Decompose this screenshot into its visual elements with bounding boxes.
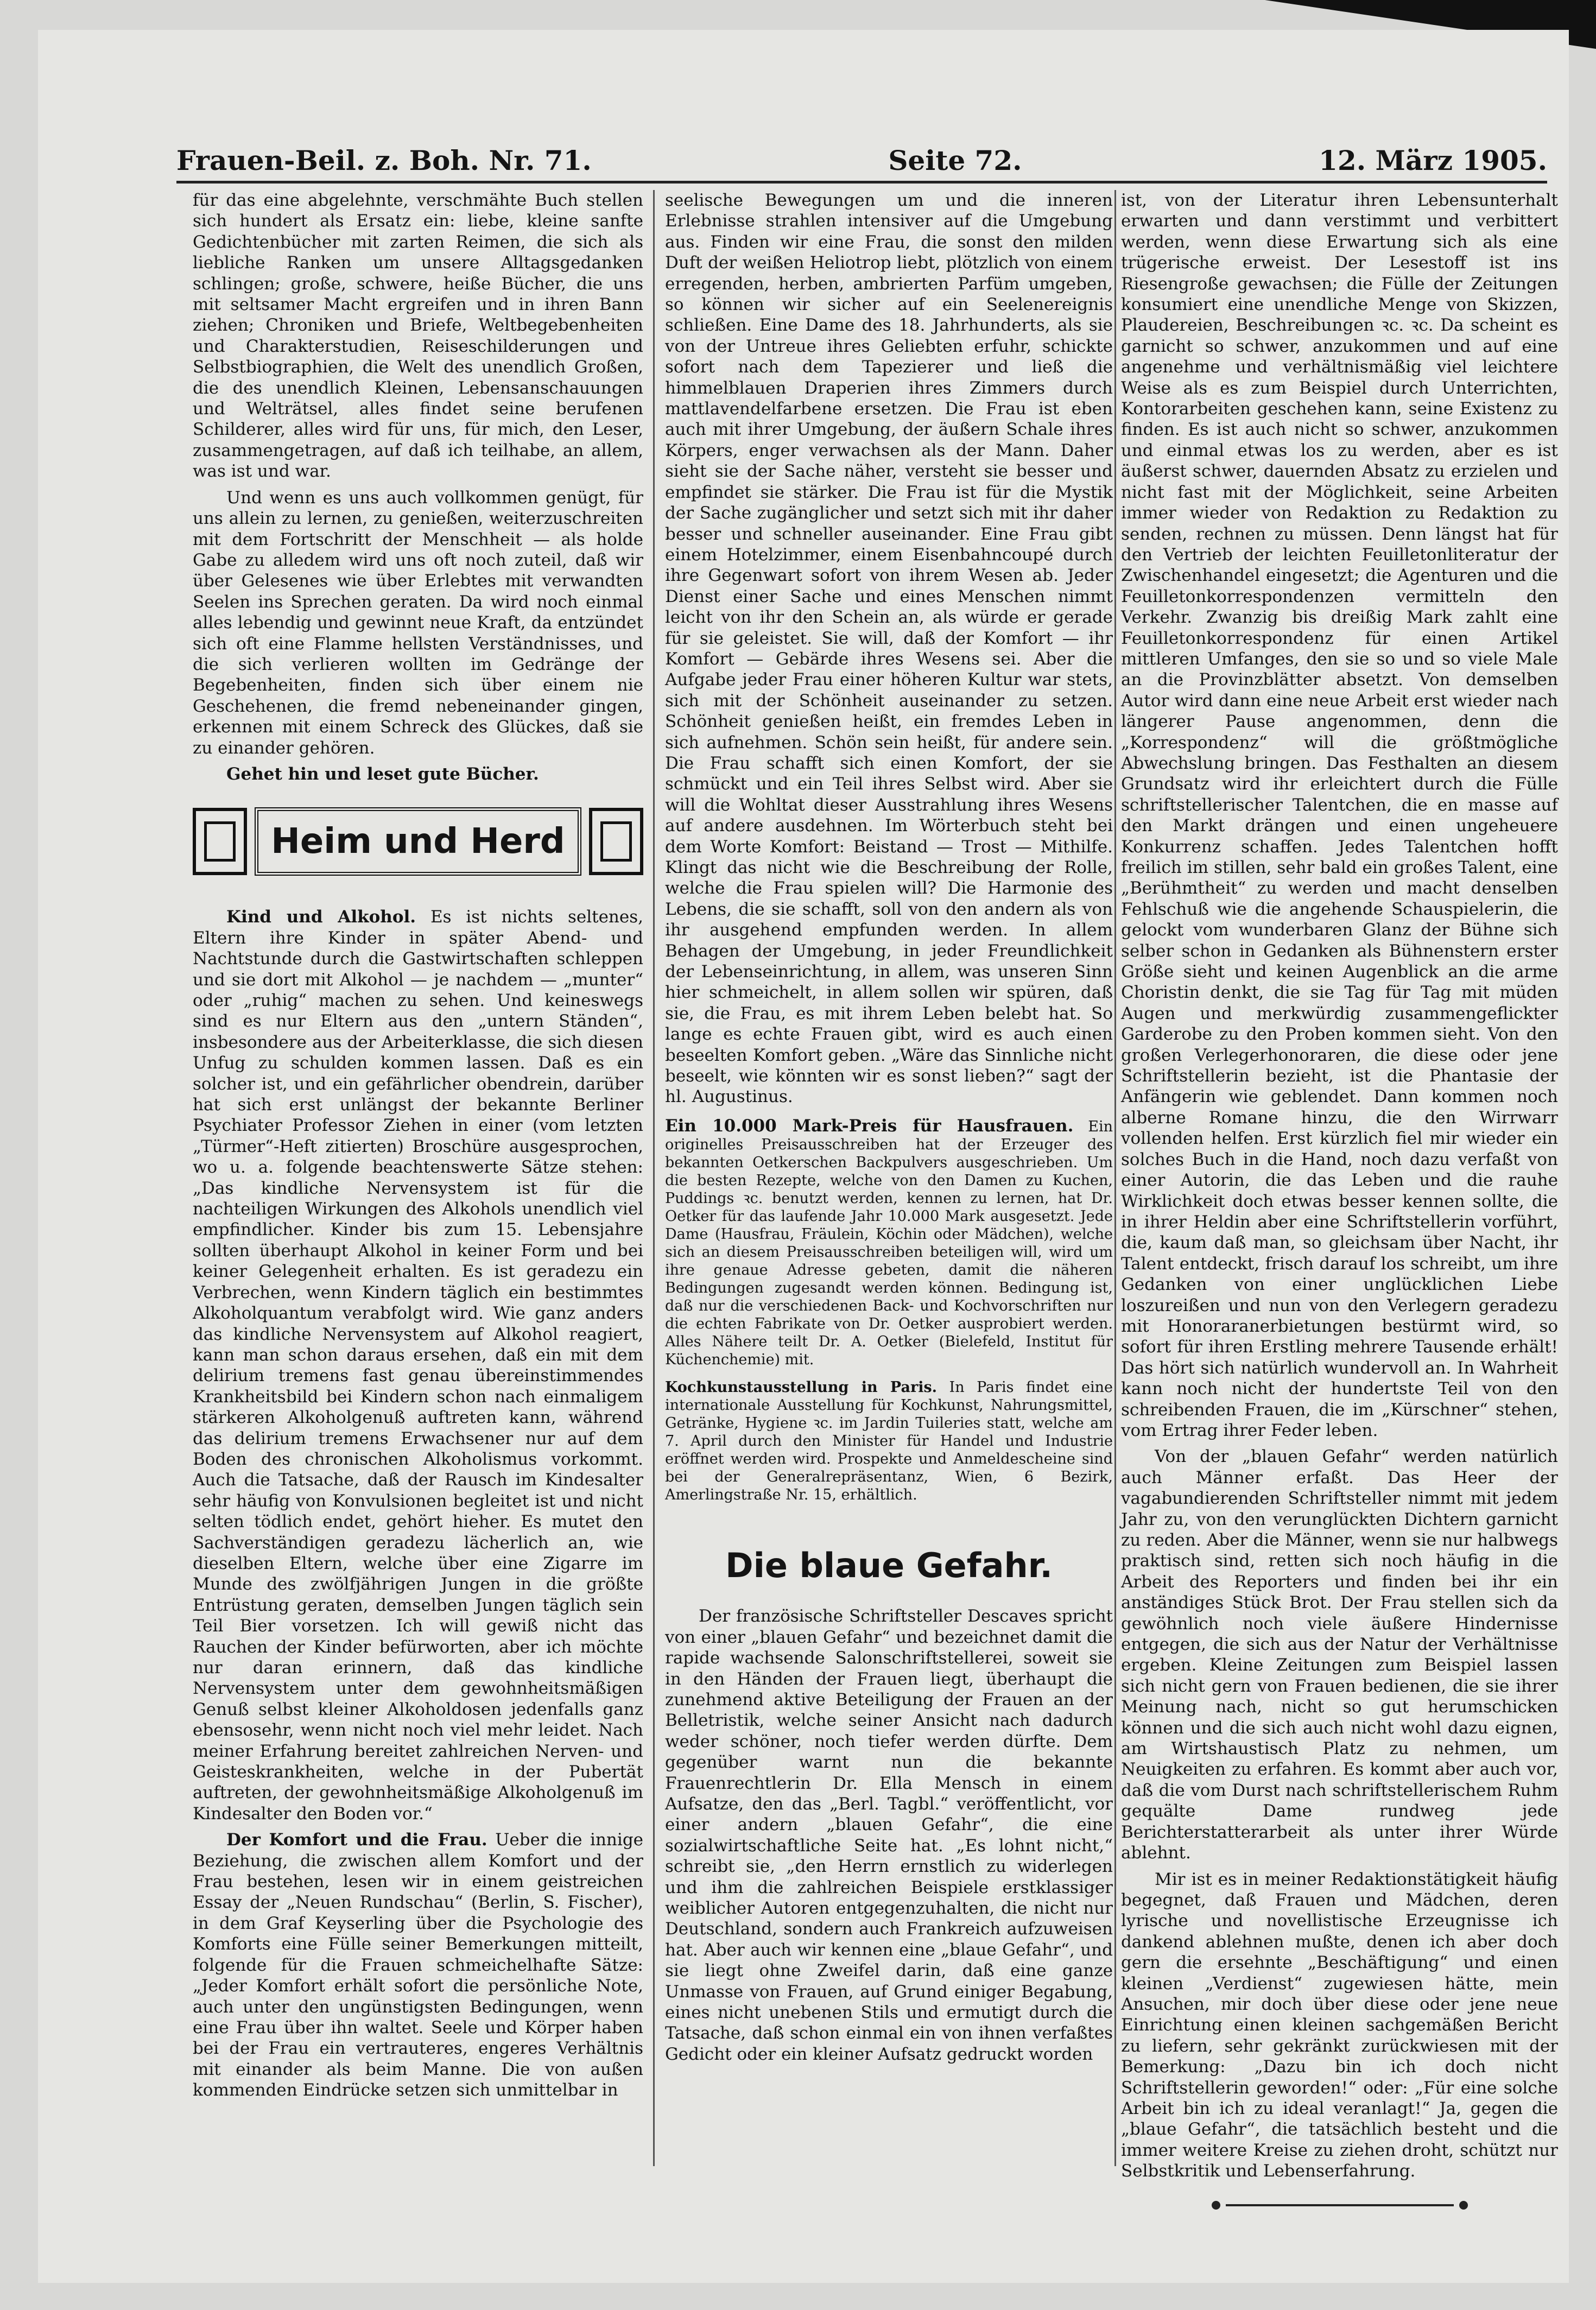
column-divider xyxy=(653,190,655,2166)
notice xyxy=(665,1117,1113,1504)
paragraph: Und wenn es uns auch vollkommen genügt, für uns allein zu lernen, zu genießen, weiterzuschreiten mit dem Fortschritt der Menschheit — als holde Gabe zu alledem wird uns oft noch zuteil, daß wir über Gelesenes wie über Erlebtes mit verwandten Seelen ins Sprechen geraten. Da wird noch einmal alles lebendig und gewinnt neue Kraft, da entzündet sich oft eine Flamme hellsten Verständnisses, und die sich verlieren wollten im Gedränge der Begebenheiten, finden sich über einem nie Geschehenen, die fremd nebeneinander gingen, erkennen mit einem Schreck des Glückes, daß sie zu einander gehören. xyxy=(193,488,643,758)
paragraph: Von der „blauen Gefahr“ werden natürlich auch Männer erfaßt. Das Heer der vagabundierenden Schriftsteller nimmt mit jedem Jahr zu, von den verunglückten Dichtern garnicht zu reden. Aber die Männer, wenn sie nur halbwegs praktisch sind, retten sich noch häufig in die Arbeit des Reporters und finden bei ihr ein anständiges Stück Brot. Der Frau stellen sich da gewöhnlich noch viele äußere Hindernisse entgegen, die sich aus der Natur der Verhältnisse ergeben. Kleine Zeitungen zum Beispiel lassen sich nicht gern von Frauen bedienen, die sie ihrer Meinung nach, nicht so gut herumschicken können und die sich auch nicht wohl dazu eignen, am Wirtshaustisch Platz zu nehmen, um Neuigkeiten zu erfahren. Es kommt aber auch vor, daß die vom Durst nach schriftstellerischem Ruhm gequälte Dame rundweg jede Berichterstatterarbeit als unter ihrer Würde ablehnt. xyxy=(1121,1447,1558,1863)
banner-ornament-right xyxy=(589,808,643,875)
end-ornament xyxy=(1121,2201,1558,2210)
paragraph: Der französische Schriftsteller Descaves spricht von einer „blauen Gefahr“ und bezeichnet damit die rapide wachsende Salonschriftstellerei, soweit sie in den Händen der Frauen liegt, überhaupt die zunehmend aktive Beteiligung der Frauen an der Belletristik, welche seiner Ansicht nach dadurch weder schöner, noch tiefer werden dürfte. Dem gegenüber warnt nun die bekannte Frauenrechtlerin Dr. Ella Mensch in einem Aufsatze, den das „Berl. Tagbl.“ veröffentlicht, vor einer andern „blauen Gefahr“, die eine sozialwirtschaftliche Seite hat. „Es lohnt nicht,“ schreibt sie, „den Herrn ernstlich zu widerlegen und ihm die zahlreichen Beispiele erstklassiger weiblicher Autoren entgegenzuhalten, die nicht nur Deutschland, sondern auch Frankreich aufzuweisen hat. Aber auch wir kennen eine „blaue Gefahr“, und sie liegt ohne Zweifel darin, daß eine ganze Unmasse von Frauen, auf Grund einiger Begabung, eines nicht unebenen Stils und ermutigt durch die Tatsache, daß schon einmal ein von ihnen verfaßtes Gedicht oder ein kleiner Aufsatz gedruckt worden xyxy=(665,1606,1113,2064)
paragraph: ist, von der Literatur ihren Lebensunterhalt erwarten und dann verstimmt und verbittert werden, wenn diese Erwartung sich als eine trügerische erweist. Der Lesestoff ist ins Riesengroße gewachsen; die Fülle der Zeitungen konsumiert eine unendliche Menge von Skizzen, Plaudereien, Beschreibungen ꝛc. ꝛc. Da scheint es garnicht so schwer, anzukommen und auf eine angenehme und verhältnismäßig viel leichtere Weise als es zum Beispiel durch Unterrichten, Kontorarbeiten geschehen kann, seine Existenz zu finden. Es ist auch nicht so schwer, anzukommen und einmal etwas los zu werden, aber es ist äußerst schwer, dauernden Absatz zu erzielen und nicht fast mit der Möglichkeit, seine Arbeiten immer wieder von Redaktion zu Redaktion zu senden, rechnen zu müssen. Denn längst hat für den Vertrieb der leichten Feuilletonliteratur der Zwischenhandel eingesetzt; die Agenturen und die Feuilletonkorrespondenzen vermitteln den Verkehr. Zwanzig bis dreißig Mark zahlt eine Feuilletonkorrespondenz für einen Artikel mittleren Umfanges, den sie so und so viele Male an die Provinzblätter absetzt. Von demselben Autor wird dann eine neue Arbeit erst wieder nach längerer Pause angenommen, denn die „Korrespondenz“ will die größtmögliche Abwechslung bringen. Das Festhalten an diesem Grundsatz wird ihr erleichtert durch die Fülle schriftstellerischer Talentchen, die en masse auf den Markt drängen und einen ungeheuere Konkurrenz schaffen. Jedes Talentchen hofft freilich im stillen, sehr bald ein großes Talent, eine „Berühmtheit“ zu werden und macht denselben Fehlschuß wie die angehende Schauspielerin, die gelockt vom wunderbaren Glanz der Bühne sich selber schon in Gedanken als Bühnenstern erster Größe sieht und keinen Augenblick an die arme Choristin denkt, die sie Tag für Tag mit müden Augen und merkwürdig zusammengeflickter Garderobe zu den Proben kommen sieht. Von den großen Verlegerhonoraren, die diese oder jene Schriftstellerin bezieht, ist die Phantasie der Anfängerin wie geblendet. Dann kommen noch alberne Romane hinzu, die den Wirrwarr vollenden helfen. Erst kürzlich fiel mir wieder ein solches Buch in die Hand, noch dazu verfaßt von einer Autorin, die das Leben und die rauhe Wirklichkeit doch etwas besser kennen sollte, die in ihrer Heldin aber eine Schriftstellerin vorführt, die, kaum daß man, so gleichsam über Nacht, ihr Talent entdeckt, frisch darauf los schreibt, um ihre Gedanken von einer unglücklichen Liebe loszureißen und nun von den Verlegern geradezu mit Honoraranerbietungen bestürmt wird, so sofort für ihren Erstling mehrere Tausende erhält! Das hört sich natürlich wundervoll an. In Wahrheit kann noch nicht der hundertste Teil von den schreibenden Frauen, die im „Kürschner“ stehen, vom Ertrag ihrer Feder leben. xyxy=(1121,191,1558,1440)
notice-body: Ein originelles Preisausschreiben hat der Erzeuger des bekannten Oetkerschen Backpulvers ausgeschrieben. Um die besten Rezepte, welche von den Damen zu Kuchen, Puddings ꝛc. benutzt werden, kennen zu lernen, hat Dr. Oetker für das laufende Jahr 10.000 Mark ausgesetzt. Jede Dame (Hausfrau, Fräulein, Köchin oder Mädchen), welche sich an diesem Preisausschreiben beteiligen will, wird um ihre genaue Adresse gebeten, damit die näheren Bedingungen zugesandt werden können. Bedingung ist, daß nur die verschiedenen Back- und Kochvorschriften nur die echten Fabrikate von Dr. Oetker ausprobiert werden. Alles Nähere teilt Dr. A. Oetker (Bielefeld, Institut für Küchenchemie) mit. xyxy=(665,1118,1113,1368)
column-3 xyxy=(1121,190,1558,2181)
section-title: Heim und Herd xyxy=(255,807,581,876)
header-publication: Frauen-Beil. z. Boh. Nr. 71. xyxy=(176,144,592,176)
column-2 xyxy=(665,190,1113,2166)
article-heading: Der Komfort und die Frau. xyxy=(226,1830,487,1850)
paragraph: seelische Bewegungen um und die inneren Erlebnisse strahlen intensiver auf die Umgebung aus. Finden wir eine Frau, die sonst den milden Duft der weißen Heliotrop liebt, plötzlich von einem erregenden, herben, ambrierten Parfüm umgeben, so können wir sicher auf ein Seelenereignis schließen. Eine Dame des 18. Jahrhunderts, als sie von der Untreue ihres Geliebten erfuhr, schickte sofort nach dem Tapezierer und ließ die himmelblauen Draperien ihres Zimmers durch mattlavendelfarbene ersetzen. Die Frau ist eben auch mit ihrer Umgebung, der äußern Schale ihres Körpers, enger verwachsen als der Mann. Daher sieht sie der Sache näher, versteht sie besser und empfindet sie stärker. Die Frau ist für die Mystik der Sache zugänglicher und setzt sich mit ihr daher besser und schneller auseinander. Eine Frau gibt einem Hotelzimmer, einem Eisenbahncoupé durch ihre Gegenwart sofort von ihrem Wesen ab. Jeder Dienst einer Sache und eines Menschen nimmt leicht von ihr den Schein an, als würde er gerade für sie geleistet. Sie will, daß der Komfort — ihr Komfort — Gebärde ihres Wesens sei. Aber die Aufgabe jeder Frau einer höheren Kultur war stets, sich mit der Schönheit auseinander zu setzen. Schönheit genießen heißt, ein fremdes Leben in sich aufnehmen. Schön sein heißt, für andere sein. Die Frau schafft sich einen Komfort, der sie schmückt und ein Teil ihres Selbst wird. Aber sie will die Wohltat dieser Ausstrahlung ihres Wesens auf andere ausdehnen. Im Wörterbuch steht bei dem Worte Komfort: Beistand — Trost — Mithilfe. Klingt das nicht wie die Beschreibung der Rolle, welche die Frau spielen will? Die Harmonie des Lebens, die sie schafft, soll von den andern als von ihr ausgehend empfunden werden. In allem Behagen der Umgebung, in jeder Freundlichkeit der Lebenseinrichtung, in allem, was unseren Sinn hier schmeichelt, in allem sollen wir spüren, daß sie, die Frau, es mit ihrem Leben belebt hat. So lange es echte Frauen gibt, wird es auch einen beseelten Komfort geben. „Wäre das Sinnliche nicht beseelt, wie könnten wir es sonst lieben?“ sagt der hl. Augustinus. xyxy=(665,191,1113,1107)
paragraph: für das eine abgelehnte, verschmähte Buch stellen sich hundert als Ersatz ein: liebe, kleine sanfte Gedichtenbücher mit zarten Reimen, die sich als liebliche Ranken um unsere Alltagsgedanken schlingen; große, schwere, heiße Bücher, die uns mit seltsamer Macht ergreifen und in ihren Bann ziehen; Chroniken und Briefe, Weltbegebenheiten und Charakterstudien, Reiseschilderungen und Selbstbiographien, die Welt des unendlich Großen, die des unendlich Kleinen, Lebensanschauungen und Welträtsel, alles findet seine berufenen Schilderer, alles wird für uns, für mich, den Leser, zusammengetragen, auf daß ich teilhabe, an allem, was ist und war. xyxy=(193,191,643,482)
notice-heading: Ein 10.000 Mark-Preis für Hausfrauen. xyxy=(665,1116,1074,1136)
article-heading: Kind und Alkohol. xyxy=(226,907,416,927)
notice-body: In Paris findet eine internationale Ausstellung für Kochkunst, Nahrungsmittel, Getränke, Hygiene ꝛc. im Jardin Tuileries statt, welche am 7. April durch den Minister für Handel und Industrie eröffnet werden wird. Prospekte und Anmeldescheine sind bei der Generalrepräsentanz, Wien, 6 Bezirk, Amerlingstraße Nr. 15, erhältlich. xyxy=(665,1378,1113,1503)
banner-ornament-left xyxy=(193,808,247,875)
section-banner xyxy=(193,806,643,877)
notice-heading: Kochkunstausstellung in Paris. xyxy=(665,1378,938,1396)
article-body: Es ist nichts seltenes, Eltern ihre Kinder in später Abend- und Nachtstunde durch die Gastwirtschaften schleppen und sie dort mit Alkohol — je nachdem — „munter“ oder „ruhig“ machen zu sehen. Und keineswegs sind es nur Eltern aus den „untern Ständen“, insbesondere aus der Arbeiterklasse, die sich diesen Unfug zu schulden kommen lassen. Daß es ein solcher ist, und ein gefährlicher obendrein, darüber hat sich erst unlängst der bekannte Berliner Psychiater Professor Ziehen in einer (vom letzten „Türmer“-Heft zitierten) Broschüre ausgesprochen, wo u. a. folgende beachtenswerte Sätze stehen: „Das kindliche Nervensystem ist für die nachteiligen Wirkungen des Alkohols unendlich viel empfindlicher. Kinder bis zum 15. Lebensjahre sollten überhaupt Alkohol in keiner Form und bei keiner Gelegenheit erhalten. Es ist geradezu ein Verbrechen, wenn Kindern täglich ein bestimmtes Alkoholquantum verabfolgt wird. Wie ganz anders das kindliche Nervensystem auf Alkohol reagiert, kann man schon daraus ersehen, daß ein mit dem delirium tremens fast genau übereinstimmendes Krankheitsbild bei Kindern schon nach einmaligem stärkeren Alkoholgenuß auftreten kann, während das delirium tremens Erwachsener nur auf dem Boden des chronischen Alkoholismus vorkommt. Auch die Tatsache, daß der Rausch im Kindesalter sehr häufig von Konvulsionen begleitet ist und nicht selten tödlich endet, gehört hieher. Es mutet den Sachverständigen geradezu lächerlich an, wie dieselben Eltern, welche über eine Zigarre im Munde des zwölfjährigen Jungen in die größte Entrüstung geraten, demselben Jungen täglich sein Teil Bier vorsetzen. Ich will gewiß nicht das Rauchen der Kinder befürworten, aber ich möchte nur daran erinnern, daß das kindliche Nervensystem unter dem gewohnheitsmäßigen Genuß selbst kleiner Alkoholdosen jedenfalls ganz ebensosehr, wenn nicht noch viel mehr leidet. Nach meiner Erfahrung bereitet zahlreichen Nerven- und Geisteskrankheiten, welche in der Pubertät auftreten, der gewohnheitsmäßige Alkoholgenuß im Kindesalter den Boden vor.“ xyxy=(193,907,643,1824)
article-body: Ueber die innige Beziehung, die zwischen allem Komfort und der Frau bestehen, lesen wir in einem geistreichen Essay der „Neuen Rundschau“ (Berlin, S. Fischer), in dem Graf Keyserling über die Psychologie des Komforts eine Fülle seiner Bemerkungen mitteilt, folgende für die Frauen schmeichelhafte Sätze: „Jeder Komfort erhält sofort die persönliche Note, auch unter den ungünstigsten Bedingungen, wenn eine Frau über ihn waltet. Seele und Körper haben bei der Frau ein vertrauteres, engeres Verhältnis mit einander als beim Manne. Die von außen kommenden Eindrücke setzen sich unmittelbar in xyxy=(193,1830,644,2100)
article xyxy=(193,907,643,1824)
paragraph: Gehet hin und leset gute Bücher. xyxy=(226,764,539,784)
paragraph: Mir ist es in meiner Redaktionstätigkeit häufig begegnet, daß Frauen und Mädchen, deren lyrische und novellistische Erzeugnisse ich dankend ablehnen mußte, denen ich aber doch gern die ersehnte „Beschäftigung“ und einen kleinen „Verdienst“ zugewiesen hätte, mein Ansuchen, mir doch über diese oder jene neue Einrichtung einen kleinen sachgemäßen Bericht zu liefern, sehr gekränkt zurückwiesen mit der Bemerkung: „Dazu bin ich doch nicht Schriftstellerin geworden!“ oder: „Für eine solche Arbeit bin ich zu ideal veranlagt!“ Ja, gegen die „blaue Gefahr“, die tatsächlich besteht und die immer weitere Kreise zu ziehen droht, schützt nur Selbstkritik und Lebenserfahrung. xyxy=(1121,1869,1558,2181)
header-page-number: Seite 72. xyxy=(888,144,1022,176)
column-1 xyxy=(193,190,643,2166)
column-divider xyxy=(1114,190,1116,2166)
header-date: 12. März 1905. xyxy=(1319,144,1547,176)
page-header xyxy=(176,117,1547,183)
article xyxy=(193,1830,643,2100)
article-title: Die blaue Gefahr. xyxy=(725,1545,1053,1585)
